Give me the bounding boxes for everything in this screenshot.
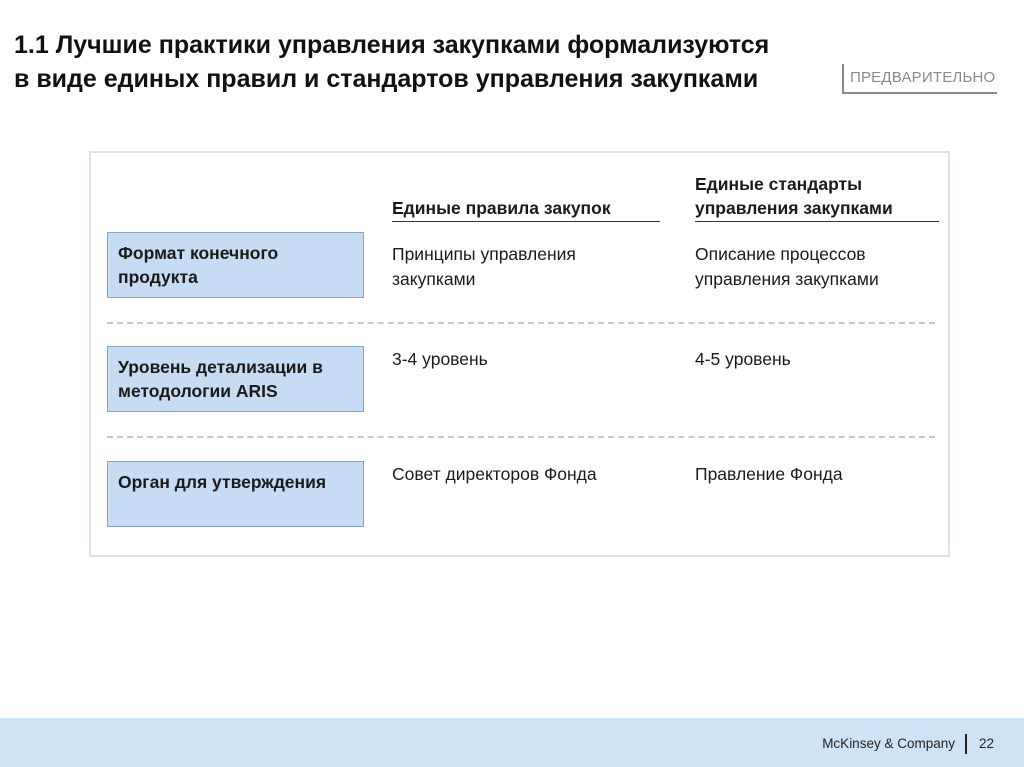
footer-brand: McKinsey & Company xyxy=(822,736,955,751)
cell-rules-approval-body: Совет директоров Фонда xyxy=(392,464,597,484)
slide-title-line-1: 1.1 Лучшие практики управления закупками формализуются xyxy=(14,31,770,59)
footer-bar xyxy=(0,718,1024,767)
slide-title xyxy=(14,28,844,96)
cell-rules-aris-detail: 3-4 уровень xyxy=(392,349,488,369)
row-label-approval-body: Орган для утверждения xyxy=(107,461,364,527)
row-divider xyxy=(107,322,935,324)
row-label-product-format: Формат конечного продукта xyxy=(107,232,364,298)
cell-standards-approval-body: Правление Фонда xyxy=(695,464,843,484)
preliminary-stamp: ПРЕДВАРИТЕЛЬНО xyxy=(842,64,997,94)
column-header-rules: Единые правила закупок xyxy=(392,196,660,222)
cell-standards-product-format: Описание процессов управления закупками xyxy=(695,244,879,289)
cell-rules-product-format: Принципы управления закупками xyxy=(392,244,576,289)
column-header-standards: Единые стандарты управления закупками xyxy=(695,172,939,222)
cell-standards-aris-detail: 4-5 уровень xyxy=(695,349,791,369)
slide-title-line-2: в виде единых правил и стандартов управления закупками xyxy=(14,65,759,93)
page-number: 22 xyxy=(979,736,995,751)
footer-separator xyxy=(965,734,967,754)
row-label-aris-detail: Уровень детализации в методологии ARIS xyxy=(107,346,364,412)
row-divider xyxy=(107,436,935,438)
